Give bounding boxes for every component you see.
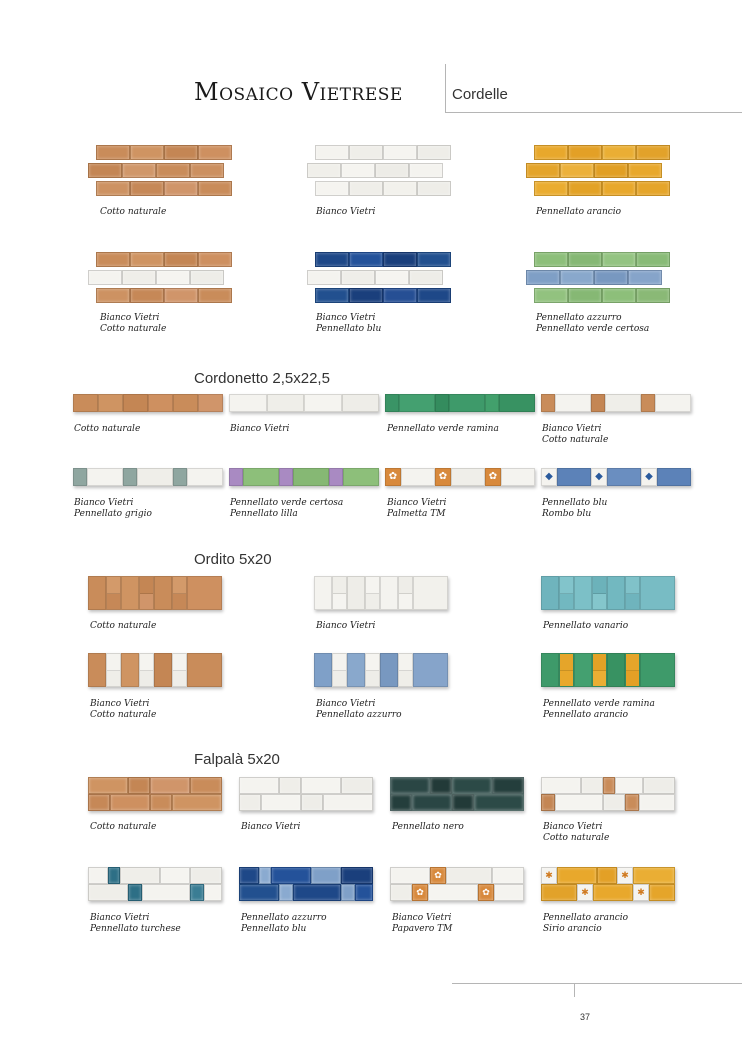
tile-falpala-bianco xyxy=(239,777,373,811)
tile-cordelle-bianco xyxy=(307,145,457,197)
section-tag: Cordelle xyxy=(452,86,508,103)
caption: Pennellato nero xyxy=(392,822,464,832)
caption: Pennellato verde ramina xyxy=(387,424,499,434)
caption: Pennellato vanario xyxy=(543,621,629,631)
section-title-cordonetto: Cordonetto 2,5x22,5 xyxy=(194,370,330,387)
tile-cordelle-cotto xyxy=(88,145,238,197)
tile-cordonetto-palmetta: ✿ ✿ ✿ xyxy=(385,468,535,486)
caption: Cotto naturale xyxy=(90,621,157,631)
caption: Bianco Vietri Papavero TM xyxy=(392,913,453,934)
caption: Pennellato arancio xyxy=(536,207,622,217)
tile-ordito-ramina-arancio xyxy=(541,653,675,687)
caption: Bianco Vietri xyxy=(316,207,376,217)
tile-cordelle-bianco-blu xyxy=(307,252,457,304)
tile-ordito-bianco-cotto xyxy=(88,653,222,687)
caption: Pennellato azzurro Pennellato verde certosa xyxy=(536,313,650,334)
caption: Bianco Vietri xyxy=(241,822,301,832)
caption: Pennellato blu Rombo blu xyxy=(542,498,608,519)
tile-falpala-bianco-turchese xyxy=(88,867,222,901)
tile-falpala-azzurro-blu xyxy=(239,867,373,901)
caption: Bianco Vietri Pennellato azzurro xyxy=(316,699,402,720)
tile-cordonetto-bianco-cotto xyxy=(541,394,691,412)
page-number: 37 xyxy=(580,1012,591,1022)
tile-cordonetto-bianco xyxy=(229,394,379,412)
caption: Bianco Vietri xyxy=(316,621,376,631)
caption: Bianco Vietri Cotto naturale xyxy=(543,822,610,843)
tile-cordonetto-bianco-grigio xyxy=(73,468,223,486)
brand-title: Mosaico Vietrese xyxy=(194,78,403,106)
tile-falpala-bianco-cotto xyxy=(541,777,675,811)
tile-ordito-bianco-azzurro xyxy=(314,653,448,687)
tile-ordito-vanario xyxy=(541,576,675,610)
caption: Pennellato verde ramina Pennellato arancio xyxy=(543,699,655,720)
caption: Cotto naturale xyxy=(74,424,141,434)
caption: Pennellato verde certosa Pennellato lilla xyxy=(230,498,344,519)
tile-cordelle-arancio xyxy=(526,145,676,197)
caption: Cotto naturale xyxy=(100,207,167,217)
caption: Bianco Vietri Cotto naturale xyxy=(90,699,157,720)
caption: Bianco Vietri Pennellato grigio xyxy=(74,498,152,519)
header-divider xyxy=(445,64,446,112)
footer-divider xyxy=(574,983,575,997)
caption: Bianco Vietri Cotto naturale xyxy=(100,313,167,334)
caption: Bianco Vietri Pennellato turchese xyxy=(90,913,181,934)
caption: Pennellato arancio Sirio arancio xyxy=(543,913,629,934)
section-title-falpala: Falpalà 5x20 xyxy=(194,751,280,768)
tile-ordito-bianco xyxy=(314,576,448,610)
tile-cordonetto-verde-ramina xyxy=(385,394,535,412)
tile-falpala-papavero: ✿ ✿ ✿ xyxy=(390,867,524,901)
caption: Bianco Vietri xyxy=(230,424,290,434)
tile-cordelle-azzurro-verde xyxy=(526,252,676,304)
tile-falpala-sirio-arancio: ✱ ✱ ✱ ✱ xyxy=(541,867,675,901)
caption: Bianco Vietri Pennellato blu xyxy=(316,313,382,334)
caption: Cotto naturale xyxy=(90,822,157,832)
caption: Pennellato azzurro Pennellato blu xyxy=(241,913,327,934)
tile-falpala-nero xyxy=(390,777,524,811)
footer-rule xyxy=(452,983,742,984)
section-title-ordito: Ordito 5x20 xyxy=(194,551,272,568)
tile-cordonetto-cotto xyxy=(73,394,223,412)
tile-falpala-cotto xyxy=(88,777,222,811)
header-rule xyxy=(445,112,742,113)
caption: Bianco Vietri Palmetta TM xyxy=(387,498,447,519)
caption: Bianco Vietri Cotto naturale xyxy=(542,424,609,445)
tile-ordito-cotto xyxy=(88,576,222,610)
tile-cordelle-bianco-cotto xyxy=(88,252,238,304)
tile-cordonetto-certosa-lilla xyxy=(229,468,379,486)
tile-cordonetto-rombo-blu: ◆ ◆ ◆ xyxy=(541,468,691,486)
